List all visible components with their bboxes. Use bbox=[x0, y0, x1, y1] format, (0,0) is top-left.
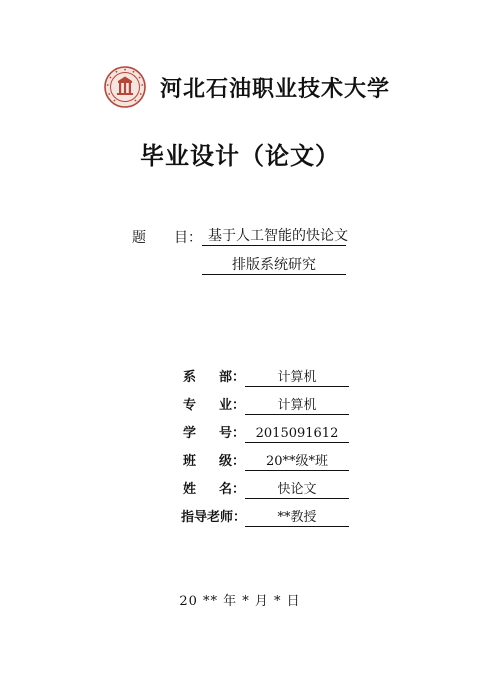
major-label: 专 业： bbox=[183, 398, 245, 413]
topic-line-1: 基于人工智能的快论文 bbox=[202, 227, 346, 246]
document-title: 毕业设计（论文） bbox=[140, 141, 340, 170]
university-seal-icon bbox=[104, 66, 146, 108]
student-id-value: 2015091612 bbox=[245, 425, 349, 443]
topic-line-2: 排版系统研究 bbox=[202, 256, 346, 275]
topic-label bbox=[132, 227, 202, 247]
advisor-value: **教授 bbox=[245, 509, 349, 527]
info-row-department bbox=[183, 369, 349, 387]
topic-label-right: 目： bbox=[174, 230, 202, 246]
info-row-student-id bbox=[183, 425, 349, 443]
class-value: 20**级*班 bbox=[245, 453, 349, 471]
info-row-class bbox=[183, 453, 349, 471]
name-label: 姓 名： bbox=[183, 482, 245, 497]
name-value: 快论文 bbox=[245, 481, 349, 499]
student-id-label: 学 号： bbox=[183, 426, 245, 441]
header bbox=[104, 66, 390, 108]
date-line: 20 ** 年 * 月 * 日 bbox=[179, 594, 301, 609]
info-row-advisor bbox=[181, 509, 349, 527]
class-label: 班 级： bbox=[183, 454, 245, 469]
topic-label-left: 题 bbox=[132, 230, 146, 246]
department-label: 系 部： bbox=[183, 370, 245, 385]
info-row-name bbox=[183, 481, 349, 499]
advisor-label: 指导老师： bbox=[181, 510, 247, 525]
university-name: 河北石油职业技术大学 bbox=[160, 75, 391, 102]
info-row-major bbox=[183, 397, 349, 415]
major-value: 计算机 bbox=[245, 397, 349, 415]
department-value: 计算机 bbox=[245, 369, 349, 387]
